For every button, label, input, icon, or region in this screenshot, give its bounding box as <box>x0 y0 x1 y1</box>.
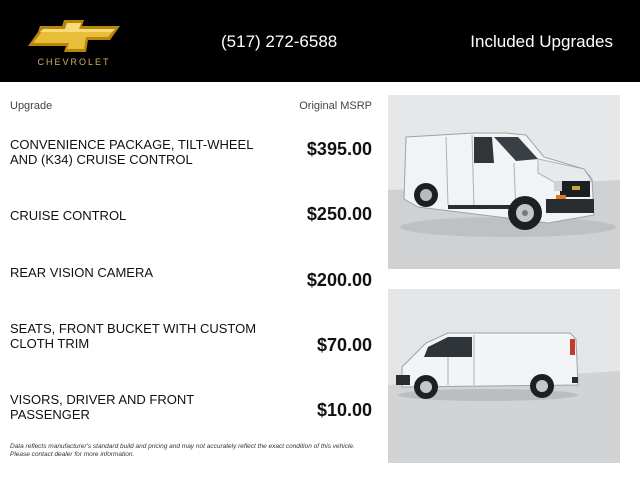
upgrade-name: CONVENIENCE PACKAGE, TILT-WHEEL AND (K34) CRUISE CONTROL <box>10 137 253 167</box>
vehicle-photo-front[interactable] <box>388 95 620 269</box>
cargo-van-front-icon <box>388 95 620 269</box>
upgrade-row <box>10 137 372 197</box>
column-header-upgrade: Upgrade <box>10 100 53 112</box>
pricing-disclaimer: Data reflects manufacturer's standard build and pricing and may not accurately reflect the exact condition of this vehicle. Please contact dealer for more information. <box>10 443 355 458</box>
column-header-msrp: Original MSRP <box>299 100 372 112</box>
chevrolet-bowtie-logo-icon[interactable] <box>26 18 122 54</box>
cargo-van-side-icon <box>388 289 620 463</box>
upgrade-price: $70.00 <box>316 335 372 355</box>
brand-wordmark: CHEVROLET <box>37 57 111 67</box>
upgrade-name: SEATS, FRONT BUCKET WITH CUSTOM CLOTH TRIM <box>10 321 257 351</box>
upgrade-row <box>10 265 372 325</box>
upgrade-name: VISORS, DRIVER AND FRONT PASSENGER <box>10 392 194 422</box>
dealer-phone-link[interactable]: (517) 272-6588 <box>221 32 338 51</box>
header-bar <box>0 0 640 82</box>
upgrade-price: $10.00 <box>316 400 372 420</box>
upgrade-row <box>10 321 372 381</box>
upgrade-name: CRUISE CONTROL <box>10 208 127 223</box>
upgrade-name: REAR VISION CAMERA <box>10 265 154 280</box>
upgrade-price: $250.00 <box>306 204 372 224</box>
page-title: Included Upgrades <box>470 32 613 51</box>
vehicle-photo-side[interactable] <box>388 289 620 463</box>
upgrade-price: $395.00 <box>306 139 372 159</box>
upgrade-row <box>10 204 372 268</box>
upgrade-price: $200.00 <box>306 270 372 290</box>
